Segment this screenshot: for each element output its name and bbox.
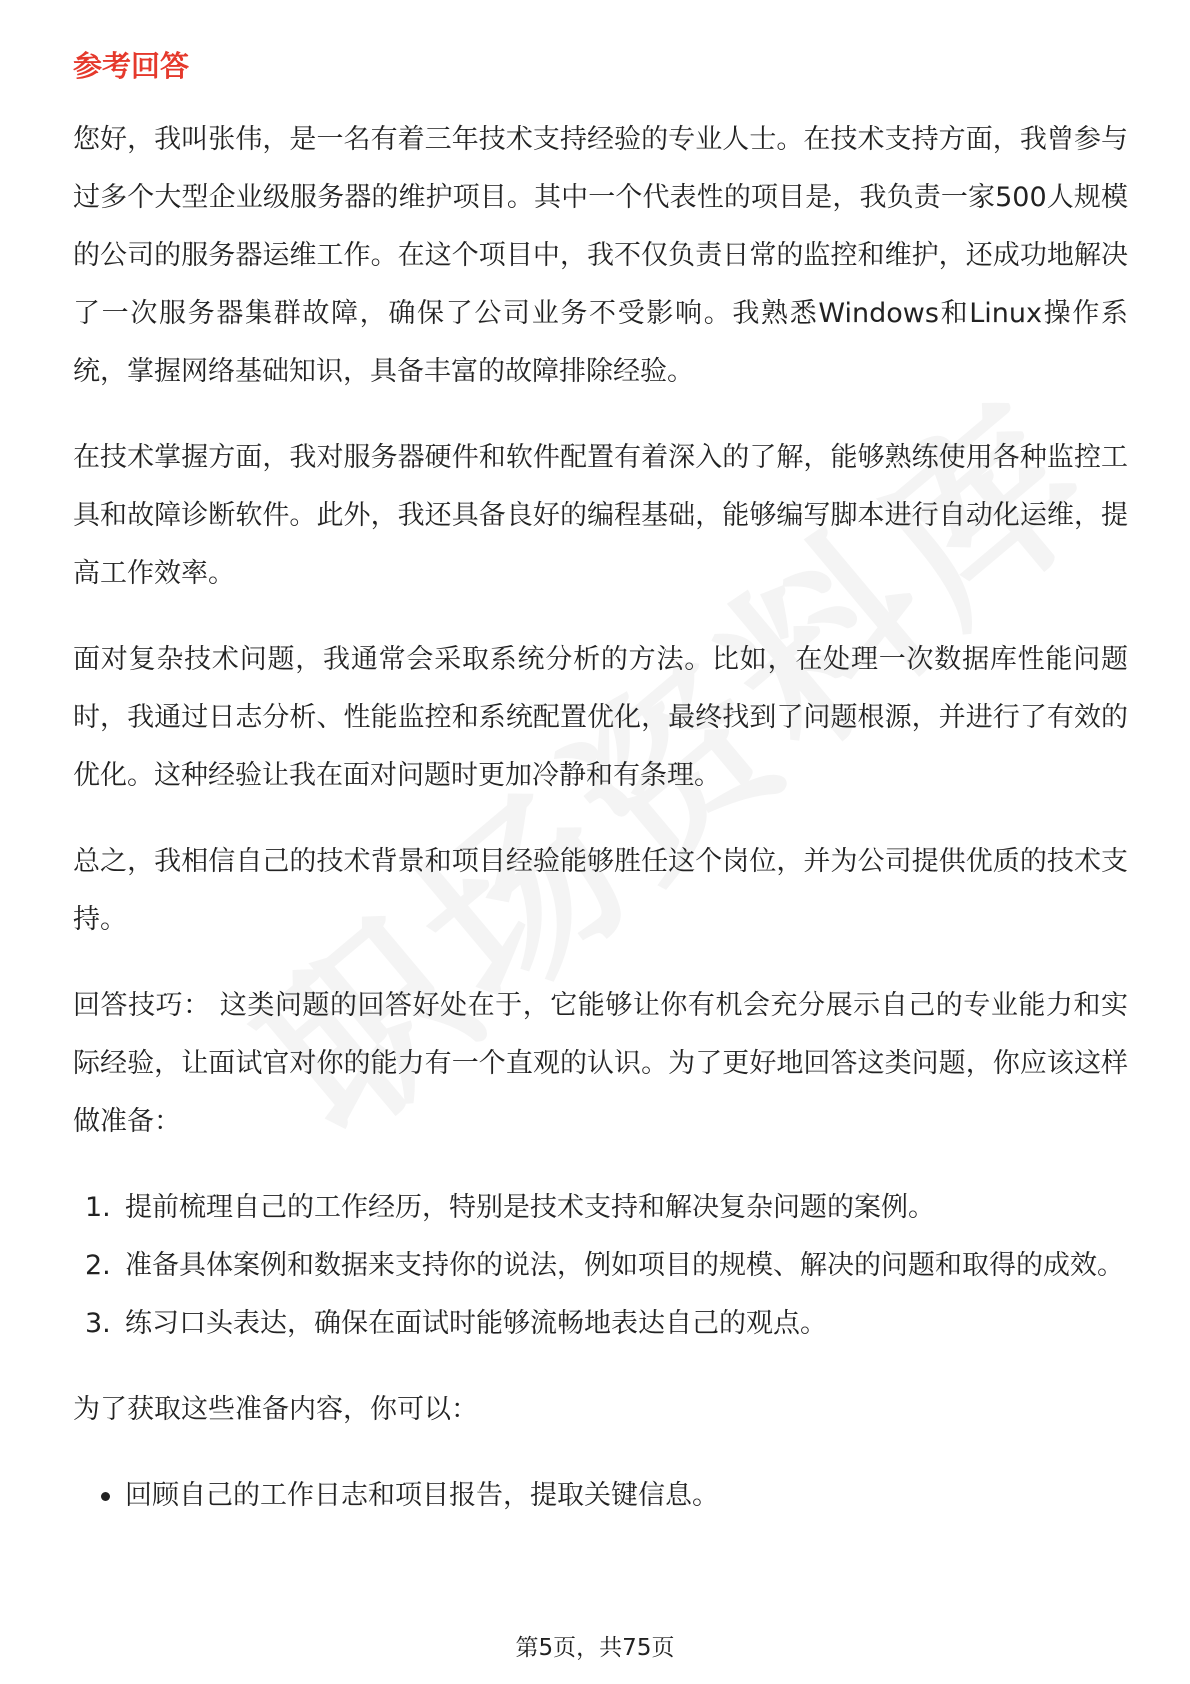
page-content (73, 46, 1128, 1553)
answer-paragraph-4: 总之，我相信自己的技术背景和项目经验能够胜任这个岗位，并为公司提供优质的技术支持。 (73, 846, 1128, 935)
answer-paragraph-1: 您好，我叫张伟，是一名有着三年技术支持经验的专业人士。在技术支持方面，我曾参与过多个大型企业级服务器的维护项目。其中一个代表性的项目是，我负责一家500人规模的公司的服务器运维工作。在这个项目中，我不仅负责日常的监控和维护，还成功地解决了一次服务器集群故障，确保了公司业务不受影响。我熟悉Windows和Linux操作系统，掌握网络基础知识，具备丰富的故障排除经验。 (73, 124, 1128, 387)
list-item (73, 1237, 1128, 1295)
answer-paragraph-2: 在技术掌握方面，我对服务器硬件和软件配置有着深入的了解，能够熟练使用各种监控工具和故障诊断软件。此外，我还具备良好的编程基础，能够编写脚本进行自动化运维，提高工作效率。 (73, 442, 1128, 589)
list-item (73, 1295, 1128, 1353)
bullet-list (73, 1467, 1128, 1525)
list-number: 1. (85, 1192, 111, 1223)
bullet-icon (101, 1492, 110, 1501)
list-number: 2. (85, 1250, 111, 1281)
tips-paragraph: 回答技巧： 这类问题的回答好处在于，它能够让你有机会充分展示自己的专业能力和实际经验，让面试官对你的能力有一个直观的认识。为了更好地回答这类问题，你应该这样做准备： (73, 990, 1128, 1137)
list-item-text: 准备具体案例和数据来支持你的说法，例如项目的规模、解决的问题和取得的成效。 (125, 1250, 1124, 1281)
list-item-text: 练习口头表达，确保在面试时能够流畅地表达自己的观点。 (125, 1308, 827, 1339)
numbered-list (73, 1179, 1128, 1353)
list-item (73, 1179, 1128, 1237)
list-item-text: 提前梳理自己的工作经历，特别是技术支持和解决复杂问题的案例。 (125, 1192, 935, 1223)
bullets-intro: 为了获取这些准备内容，你可以： (73, 1394, 478, 1425)
answer-paragraph-3: 面对复杂技术问题，我通常会采取系统分析的方法。比如，在处理一次数据库性能问题时，我通过日志分析、性能监控和系统配置优化，最终找到了问题根源，并进行了有效的优化。这种经验让我在面对问题时更加冷静和有条理。 (73, 644, 1128, 791)
page-number: 第5页，共75页 (515, 1635, 675, 1661)
section-heading: 参考回答 (73, 49, 190, 83)
list-number: 3. (85, 1308, 111, 1339)
list-item-text: 回顾自己的工作日志和项目报告，提取关键信息。 (125, 1480, 719, 1511)
list-item (73, 1467, 1128, 1525)
